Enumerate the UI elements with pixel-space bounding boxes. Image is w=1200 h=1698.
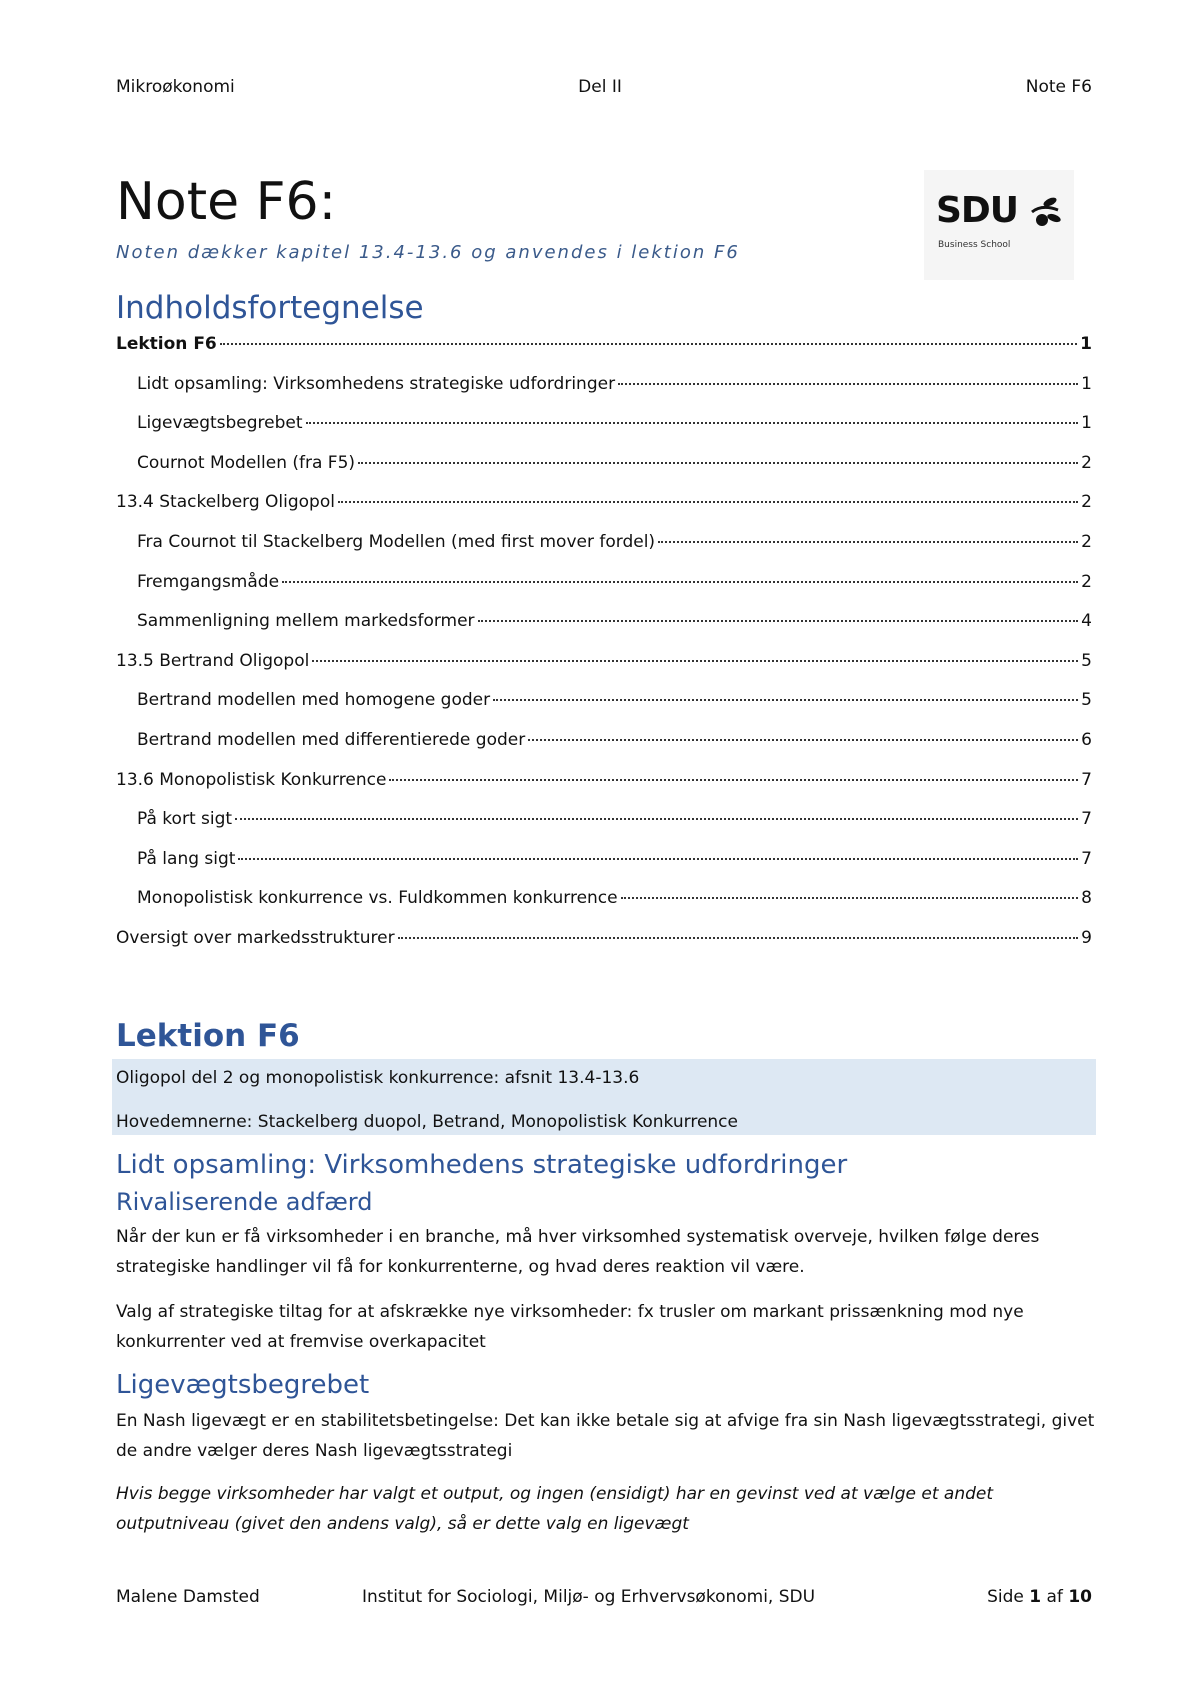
sdu-logo xyxy=(924,170,1074,280)
toc-entry-label: På lang sigt xyxy=(137,848,236,869)
toc-leader-dots xyxy=(528,739,1078,741)
document-subtitle: Noten dækker kapitel 13.4-13.6 og anvendes i lektion F6 xyxy=(116,242,740,263)
toc-entry-label: Cournot Modellen (fra F5) xyxy=(137,452,356,473)
toc-entry[interactable] xyxy=(116,928,1092,968)
heading-opsamling: Lidt opsamling: Virksomhedens strategiske udfordringer xyxy=(116,1150,848,1180)
toc-entry-page: 2 xyxy=(1081,571,1092,592)
toc-entry-page: 8 xyxy=(1081,888,1092,909)
toc-entry-page: 2 xyxy=(1081,492,1092,513)
document-title: Note F6: xyxy=(116,172,337,232)
toc-leader-dots xyxy=(478,620,1079,622)
toc-entry[interactable] xyxy=(116,849,1092,889)
heading-ligevaegtsbegrebet: Ligevægtsbegrebet xyxy=(116,1370,370,1400)
heading-rivaliserende-adfaerd: Rivaliserende adfærd xyxy=(116,1188,373,1216)
toc-entry[interactable] xyxy=(116,809,1092,849)
toc-leader-dots xyxy=(220,343,1077,345)
section-title: Lektion F6 xyxy=(116,1018,300,1054)
toc-entry-label: Lidt opsamling: Virksomhedens strategiske udfordringer xyxy=(137,373,616,394)
toc-leader-dots xyxy=(235,818,1078,820)
toc-leader-dots xyxy=(389,779,1078,781)
toc-entry-page: 6 xyxy=(1081,729,1092,750)
toc-leader-dots xyxy=(358,462,1078,464)
toc-entry-label: Oversigt over markedsstrukturer xyxy=(116,927,395,948)
header-right: Note F6 xyxy=(1025,77,1092,97)
header-left: Mikroøkonomi xyxy=(116,77,235,97)
toc-entry[interactable] xyxy=(116,413,1092,453)
toc-entry-page: 1 xyxy=(1081,373,1092,394)
toc-entry-label: Sammenligning mellem markedsformer xyxy=(137,611,475,632)
table-of-contents xyxy=(116,334,1092,968)
toc-entry-label: Monopolistisk konkurrence vs. Fuldkommen konkurrence xyxy=(137,888,618,909)
footer-page-total: 10 xyxy=(1068,1587,1092,1607)
toc-entry[interactable] xyxy=(116,888,1092,928)
toc-entry-page: 1 xyxy=(1081,413,1092,434)
toc-entry[interactable] xyxy=(116,492,1092,532)
logo-subtext: Business School xyxy=(938,240,1011,250)
toc-entry[interactable] xyxy=(116,730,1092,770)
toc-entry-page: 2 xyxy=(1081,452,1092,473)
toc-entry-page: 7 xyxy=(1081,848,1092,869)
toc-entry[interactable] xyxy=(116,453,1092,493)
toc-entry-label: Ligevægtsbegrebet xyxy=(137,413,303,434)
toc-entry-page: 7 xyxy=(1081,809,1092,830)
footer-page-number: 1 xyxy=(1029,1587,1042,1607)
toc-leader-dots xyxy=(312,660,1078,662)
toc-entry-page: 5 xyxy=(1081,690,1092,711)
toc-entry-label: Fra Cournot til Stackelberg Modellen (med first mover fordel) xyxy=(137,531,656,552)
toc-entry-label: 13.5 Bertrand Oligopol xyxy=(116,650,310,671)
summary-line-main-subjects: Hovedemnerne: Stackelberg duopol, Betrand, Monopolistisk Konkurrence xyxy=(116,1112,738,1132)
toc-entry[interactable] xyxy=(116,572,1092,612)
toc-entry-page: 1 xyxy=(1080,334,1092,354)
paragraph-rival-1: Når der kun er få virksomheder i en branche, må hver virksomhed systematisk overveje, hvilken følge deres strategiske handlinger vil få for konkurrenterne, og hvad deres reaktion vil være. xyxy=(116,1227,1040,1277)
toc-entry-page: 4 xyxy=(1081,611,1092,632)
logo-text: SDU xyxy=(936,190,1019,231)
toc-heading: Indholdsfortegnelse xyxy=(116,290,424,326)
paragraph-nash-2: Hvis begge virksomheder har valgt et output, og ingen (ensidigt) har en gevinst ved at vælge et andet outputniveau (givet den andens valg), så er dette valg en ligevægt xyxy=(116,1484,994,1534)
toc-entry[interactable] xyxy=(116,770,1092,810)
footer-page-word: Side xyxy=(987,1587,1024,1607)
toc-leader-dots xyxy=(658,541,1078,543)
toc-entry-page: 5 xyxy=(1081,650,1092,671)
toc-entry[interactable] xyxy=(116,374,1092,414)
toc-entry[interactable] xyxy=(116,651,1092,691)
toc-leader-dots xyxy=(282,581,1078,583)
summary-line-topics: Oligopol del 2 og monopolistisk konkurrence: afsnit 13.4-13.6 xyxy=(116,1068,640,1088)
toc-entry-label: Lektion F6 xyxy=(116,334,217,354)
toc-leader-dots xyxy=(621,897,1079,899)
toc-entry[interactable] xyxy=(116,334,1092,374)
paragraph-rival-2: Valg af strategiske tiltag for at afskrække nye virksomheder: fx trusler om markant prissænkning mod nye konkurrenter ved at fremvise overkapacitet xyxy=(116,1302,1024,1352)
toc-entry[interactable] xyxy=(116,690,1092,730)
toc-entry-page: 7 xyxy=(1081,769,1092,790)
toc-leader-dots xyxy=(338,501,1078,503)
footer-page-counter xyxy=(987,1587,1092,1607)
footer-of-word: af xyxy=(1046,1587,1063,1607)
toc-leader-dots xyxy=(618,383,1078,385)
header-center: Del II xyxy=(578,77,622,97)
footer-institute: Institut for Sociologi, Miljø- og Erhvervsøkonomi, SDU xyxy=(362,1587,816,1607)
toc-entry-label: Fremgangsmåde xyxy=(137,571,280,592)
toc-leader-dots xyxy=(398,937,1079,939)
toc-entry-page: 9 xyxy=(1081,927,1092,948)
toc-leader-dots xyxy=(238,858,1078,860)
toc-leader-dots xyxy=(493,699,1078,701)
toc-entry[interactable] xyxy=(116,532,1092,572)
toc-entry-label: På kort sigt xyxy=(137,809,233,830)
toc-entry[interactable] xyxy=(116,611,1092,651)
toc-entry-label: 13.4 Stackelberg Oligopol xyxy=(116,492,335,513)
footer-author: Malene Damsted xyxy=(116,1587,260,1607)
toc-entry-page: 2 xyxy=(1081,531,1092,552)
toc-entry-label: Bertrand modellen med homogene goder xyxy=(137,690,491,711)
paragraph-nash-1: En Nash ligevægt er en stabilitetsbetingelse: Det kan ikke betale sig at afvige fra sin Nash ligevægtsstrategi, givet de andre vælger deres Nash ligevægtsstrategi xyxy=(116,1411,1095,1461)
toc-leader-dots xyxy=(306,422,1079,424)
olive-branch-icon xyxy=(1028,196,1062,232)
toc-entry-label: Bertrand modellen med differentierede goder xyxy=(137,729,526,750)
toc-entry-label: 13.6 Monopolistisk Konkurrence xyxy=(116,769,387,790)
